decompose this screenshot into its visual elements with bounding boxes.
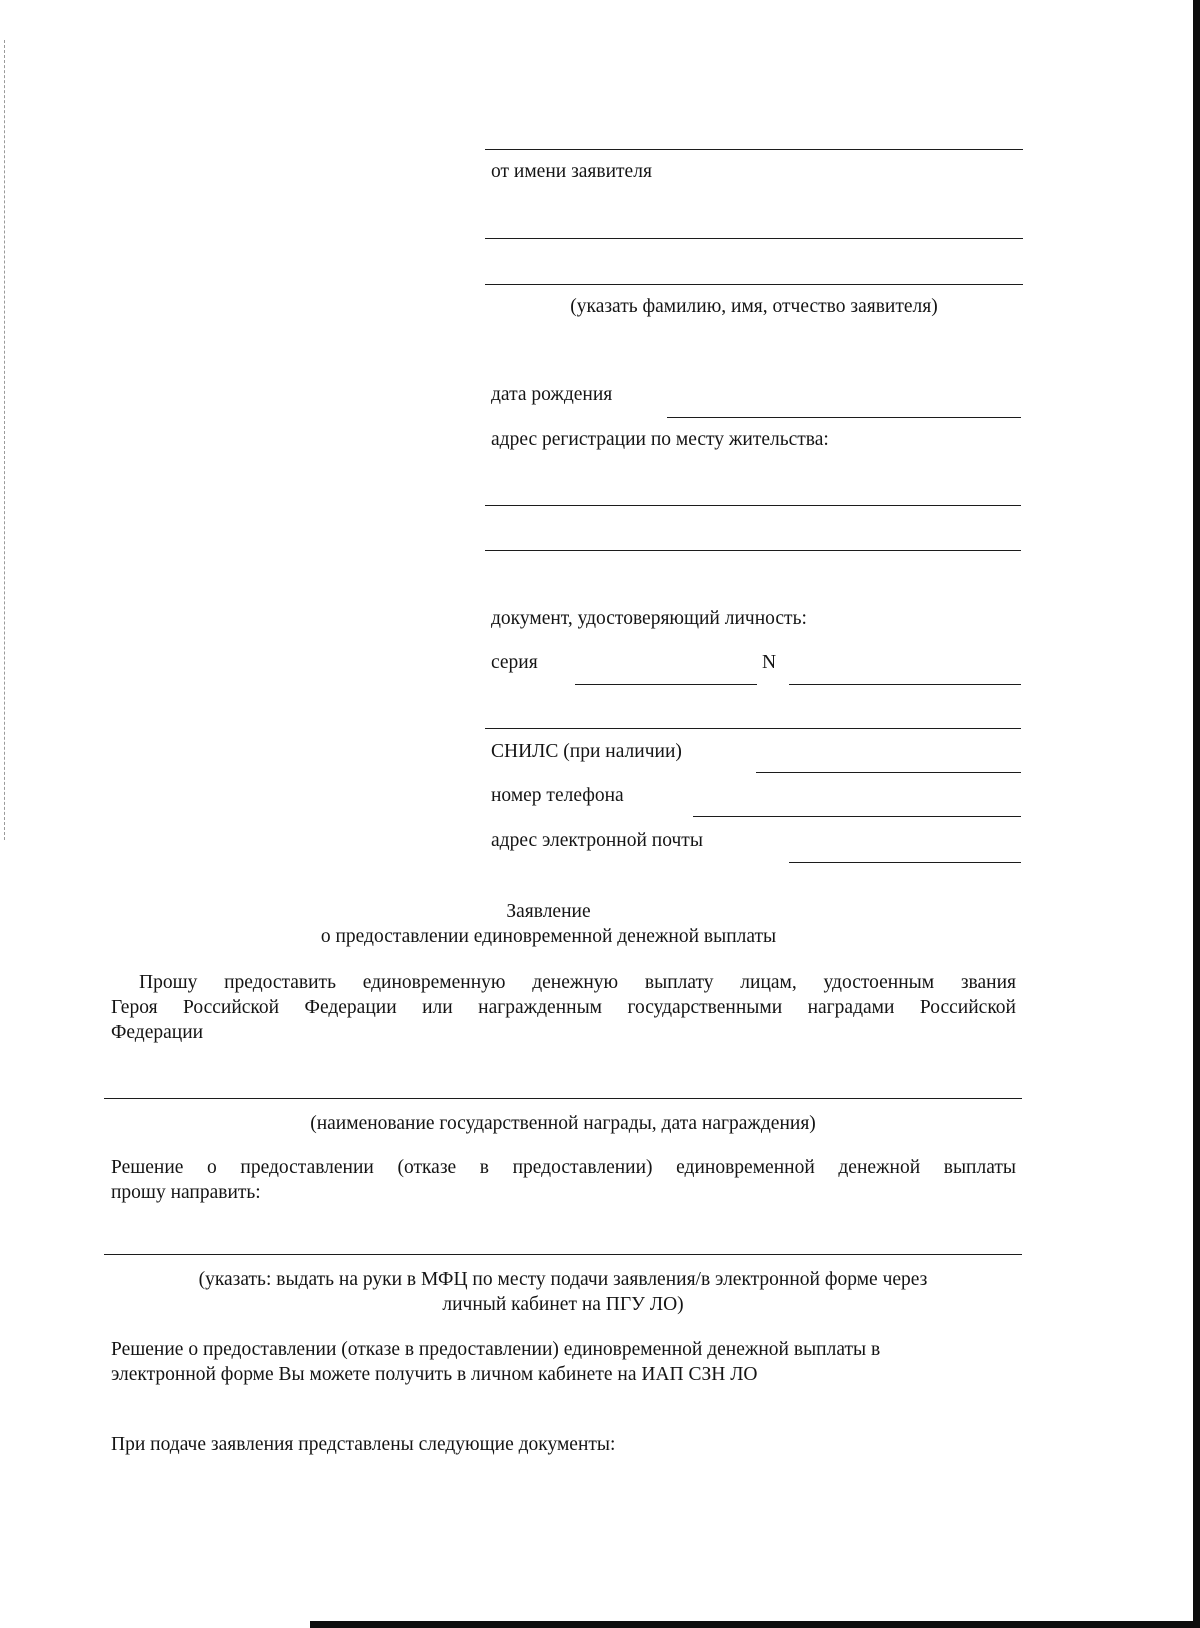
- documents-label: При подаче заявления представлены следующие документы:: [111, 1434, 616, 1455]
- series-label: серия: [491, 652, 538, 673]
- scan-left-edge: [4, 40, 5, 840]
- reg-address-line-1[interactable]: [485, 505, 1021, 506]
- document-subtitle: о предоставлении единовременной денежной выплаты: [320, 926, 777, 947]
- scan-bottom-edge: [310, 1621, 1200, 1628]
- id-document-line[interactable]: [485, 728, 1021, 729]
- decision-line-2: прошу направить:: [111, 1182, 261, 1203]
- email-field[interactable]: [789, 862, 1021, 863]
- reg-address-label: адрес регистрации по месту жительства:: [491, 429, 829, 450]
- id-document-label: документ, удостоверяющий личность:: [491, 608, 807, 629]
- award-hint: (наименование государственной награды, дата награждения): [310, 1113, 816, 1134]
- request-line-2: Героя Российской Федерации или награжденным государственными наградами Российской: [111, 997, 1016, 1018]
- birth-date-field[interactable]: [667, 417, 1021, 418]
- electronic-line-2: электронной форме Вы можете получить в личном кабинете на ИАП СЗН ЛО: [111, 1364, 758, 1385]
- delivery-hint-line-1: (указать: выдать на руки в МФЦ по месту подачи заявления/в электронной форме через: [198, 1269, 928, 1290]
- number-label: N: [762, 652, 777, 673]
- scan-right-edge: [1193, 0, 1200, 1628]
- phone-label: номер телефона: [491, 785, 624, 806]
- reg-address-line-2[interactable]: [485, 550, 1021, 551]
- fio-hint: (указать фамилию, имя, отчество заявителя): [570, 296, 938, 317]
- decision-paragraph: [111, 1155, 1016, 1205]
- delivery-field[interactable]: [104, 1254, 1022, 1255]
- from-applicant-label: от имени заявителя: [491, 161, 652, 182]
- award-field[interactable]: [104, 1098, 1022, 1099]
- series-field[interactable]: [575, 684, 757, 685]
- email-label: адрес электронной почты: [491, 830, 703, 851]
- number-field[interactable]: [789, 684, 1021, 685]
- request-paragraph: [111, 970, 1016, 1045]
- document-title: Заявление: [506, 901, 591, 922]
- delivery-hint-line-2: личный кабинет на ПГУ ЛО): [442, 1294, 684, 1315]
- phone-field[interactable]: [693, 816, 1021, 817]
- representative-line[interactable]: [485, 149, 1023, 150]
- snils-field[interactable]: [756, 772, 1021, 773]
- fio-line-1[interactable]: [485, 238, 1023, 239]
- decision-line-1: Решение о предоставлении (отказе в предоставлении) единовременной денежной выплаты: [111, 1157, 1016, 1178]
- fio-line-2[interactable]: [485, 284, 1023, 285]
- electronic-line-1: Решение о предоставлении (отказе в предоставлении) единовременной денежной выплаты в: [111, 1339, 881, 1360]
- birth-date-label: дата рождения: [491, 384, 613, 405]
- request-line-1: Прошу предоставить единовременную денежную выплату лицам, удостоенным звания: [139, 972, 1016, 993]
- request-line-3: Федерации: [111, 1022, 204, 1043]
- snils-label: СНИЛС (при наличии): [491, 741, 682, 762]
